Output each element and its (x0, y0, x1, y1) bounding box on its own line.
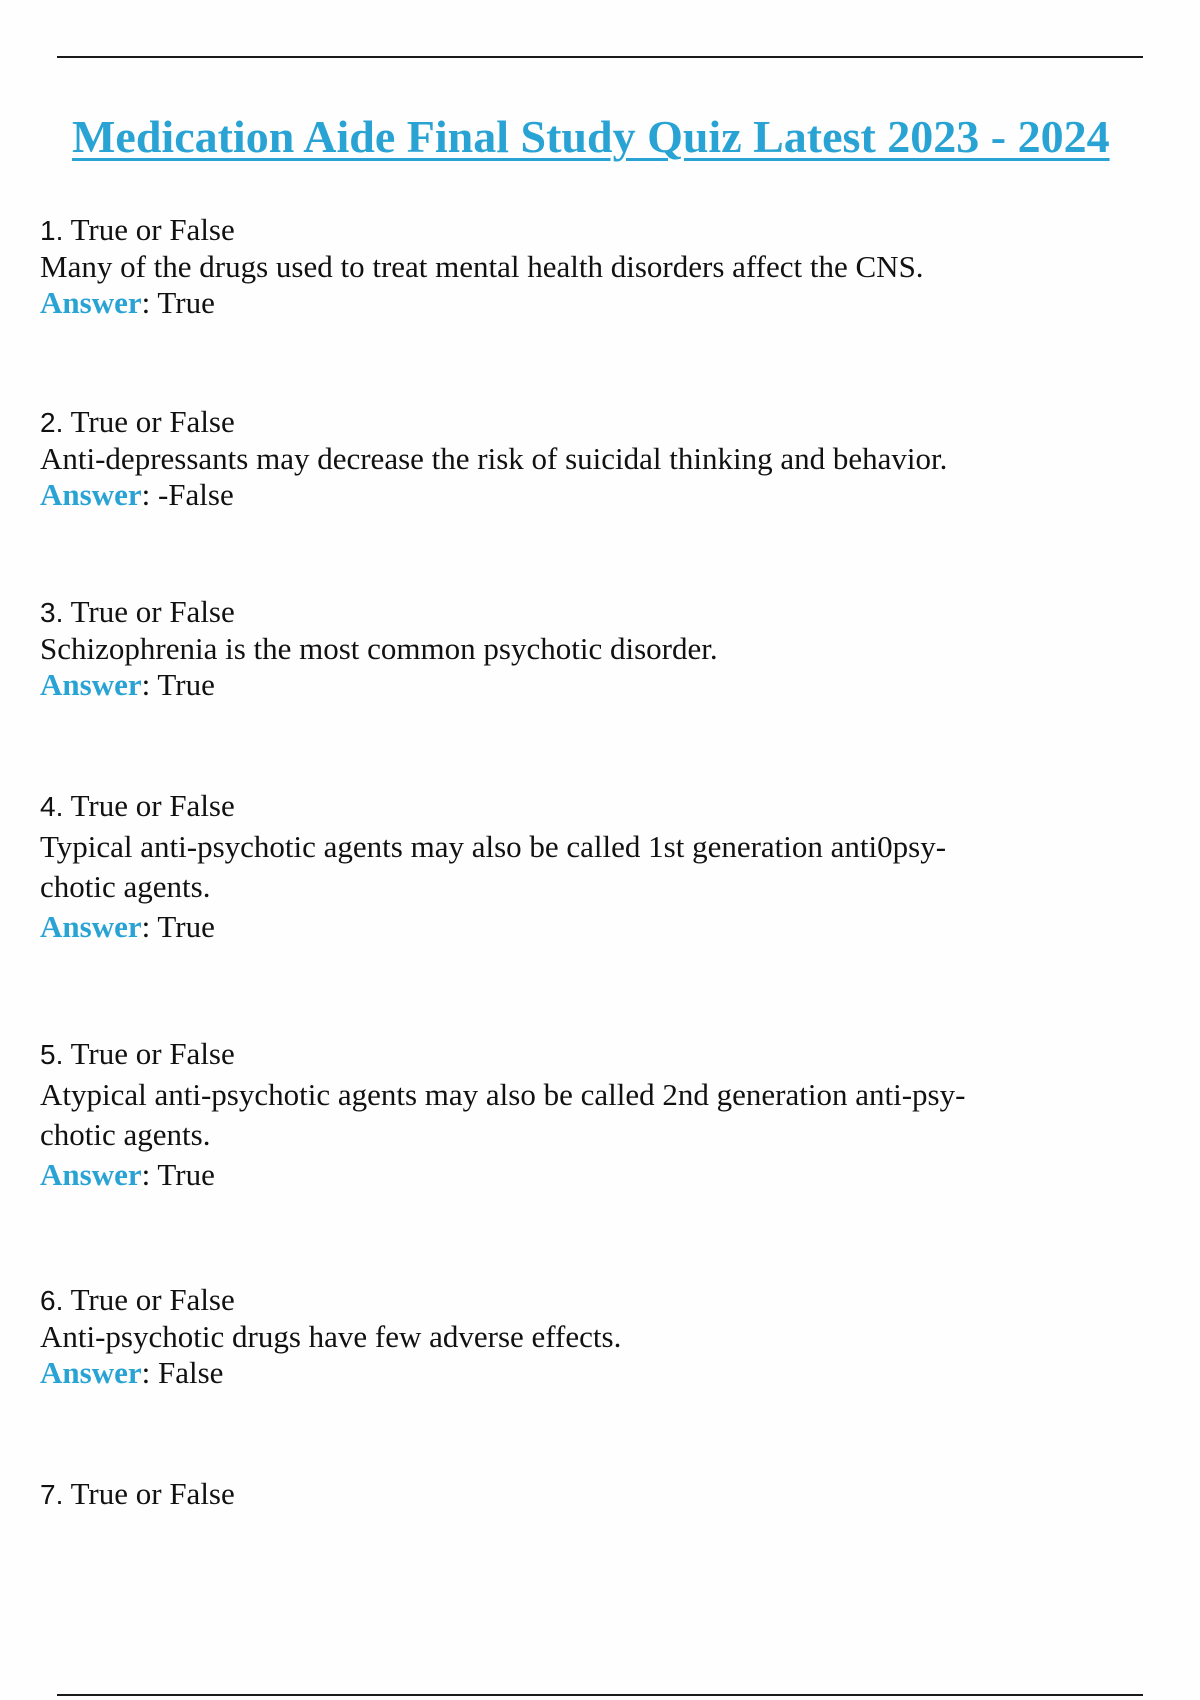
answer-label: Answer (40, 1157, 142, 1192)
top-rule (57, 56, 1143, 58)
answer-value: False (157, 1355, 224, 1390)
question-text: Anti-depressants may decrease the risk of suicidal thinking and behavior. (40, 441, 948, 476)
answer-label: Answer (40, 477, 142, 512)
answer-label: Answer (40, 909, 142, 944)
question-4 (40, 786, 1160, 947)
answer-separator: : (141, 285, 158, 320)
answer-line (40, 667, 1160, 703)
question-7 (40, 1476, 1160, 1513)
answer-line (40, 285, 1160, 321)
question-text-line-1: Typical anti-psychotic agents may also be called 1st generation anti0psy- (40, 829, 947, 864)
answer-label: Answer (40, 667, 142, 702)
question-number: 5. (40, 1039, 64, 1070)
question-heading (40, 786, 1160, 827)
answer-value: True (157, 1157, 215, 1192)
answer-separator: : (141, 667, 158, 702)
question-2 (40, 404, 1160, 513)
question-6 (40, 1282, 1160, 1391)
question-text-line-2: chotic agents. (40, 1117, 211, 1152)
question-number: 1. (40, 215, 64, 246)
question-heading (40, 594, 1160, 631)
question-type: True or False (70, 212, 235, 247)
question-type: True or False (70, 1282, 235, 1317)
question-number: 6. (40, 1285, 64, 1316)
question-text-line-1: Atypical anti-psychotic agents may also be called 2nd generation anti-psy- (40, 1077, 966, 1112)
answer-value: True (157, 909, 215, 944)
document-title: Medication Aide Final Study Quiz Latest 2023 - 2024 (72, 111, 1110, 162)
question-heading (40, 1034, 1160, 1075)
answer-label: Answer (40, 285, 142, 320)
question-heading (40, 404, 1160, 441)
question-text: Schizophrenia is the most common psychotic disorder. (40, 631, 718, 666)
question-text-line-2: chotic agents. (40, 869, 211, 904)
answer-value: True (157, 667, 215, 702)
answer-separator: : (141, 477, 158, 512)
question-heading (40, 1282, 1160, 1319)
question-5 (40, 1034, 1160, 1195)
question-type: True or False (70, 1036, 235, 1071)
question-number: 4. (40, 791, 64, 822)
question-heading (40, 1476, 1160, 1513)
answer-label: Answer (40, 1355, 142, 1390)
question-3 (40, 594, 1160, 703)
answer-separator: : (141, 909, 158, 944)
question-type: True or False (70, 594, 235, 629)
answer-line (40, 477, 1160, 513)
question-number: 2. (40, 407, 64, 438)
answer-line (40, 907, 1160, 947)
answer-line (40, 1155, 1160, 1195)
question-type: True or False (70, 1476, 235, 1511)
answer-value: -False (157, 477, 234, 512)
question-heading (40, 212, 1160, 249)
answer-separator: : (141, 1157, 158, 1192)
question-text: Many of the drugs used to treat mental health disorders affect the CNS. (40, 249, 924, 284)
answer-separator: : (141, 1355, 158, 1390)
question-type: True or False (70, 404, 235, 439)
answer-line (40, 1355, 1160, 1391)
answer-value: True (157, 285, 215, 320)
question-number: 7. (40, 1479, 64, 1510)
question-number: 3. (40, 597, 64, 628)
bottom-rule (57, 1694, 1143, 1696)
question-1 (40, 212, 1160, 321)
question-text: Anti-psychotic drugs have few adverse effects. (40, 1319, 622, 1354)
question-type: True or False (70, 788, 235, 823)
